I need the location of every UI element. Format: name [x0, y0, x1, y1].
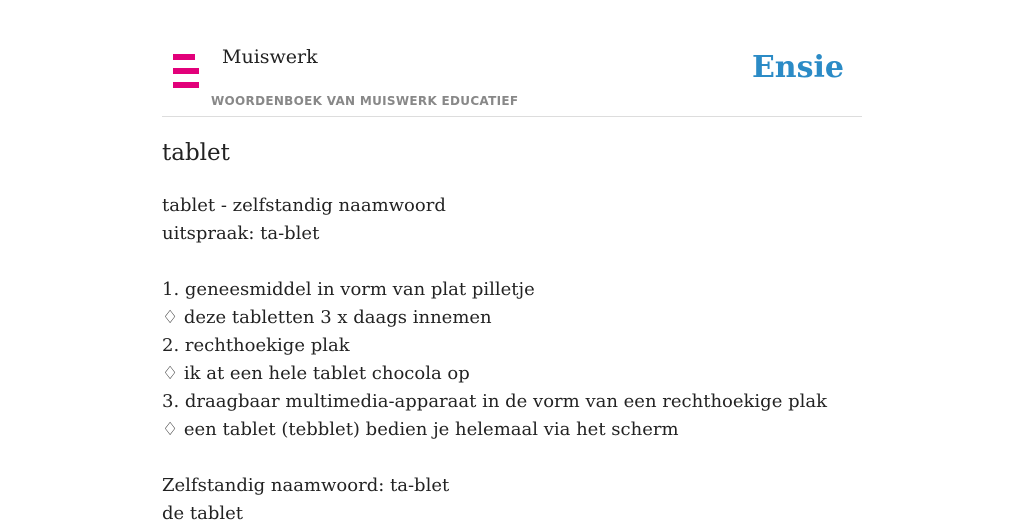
grammar-line: Zelfstandig naamwoord: ta-blet [162, 475, 450, 496]
definition-line: 3. draagbaar multimedia-apparaat in de vorm van een rechthoekige plak [162, 391, 827, 412]
example-line: ♢ ik at een hele tablet chocola op [162, 363, 470, 384]
ensie-logo[interactable]: Ensie [751, 50, 844, 85]
site-header [162, 0, 862, 117]
example-line: ♢ een tablet (tebblet) bedien je helemaal via het scherm [162, 419, 679, 440]
example-line: ♢ deze tabletten 3 x daags innemen [162, 307, 492, 328]
entry-title: tablet [162, 140, 230, 166]
muiswerk-logo-icon[interactable] [173, 54, 199, 88]
entry-pronunciation: uitspraak: ta-blet [162, 223, 320, 244]
definition-line: 2. rechthoekige plak [162, 335, 350, 356]
spacer [162, 444, 862, 472]
brand-name[interactable]: Muiswerk [222, 46, 318, 68]
brand-tagline: WOORDENBOEK VAN MUISWERK EDUCATIEF [211, 94, 519, 108]
definition-line: 1. geneesmiddel in vorm van plat pilletje [162, 279, 535, 300]
grammar-line: de tablet [162, 503, 244, 524]
spacer [162, 248, 862, 276]
entry-content [162, 192, 862, 528]
entry-intro-line: tablet - zelfstandig naamwoord [162, 195, 446, 216]
